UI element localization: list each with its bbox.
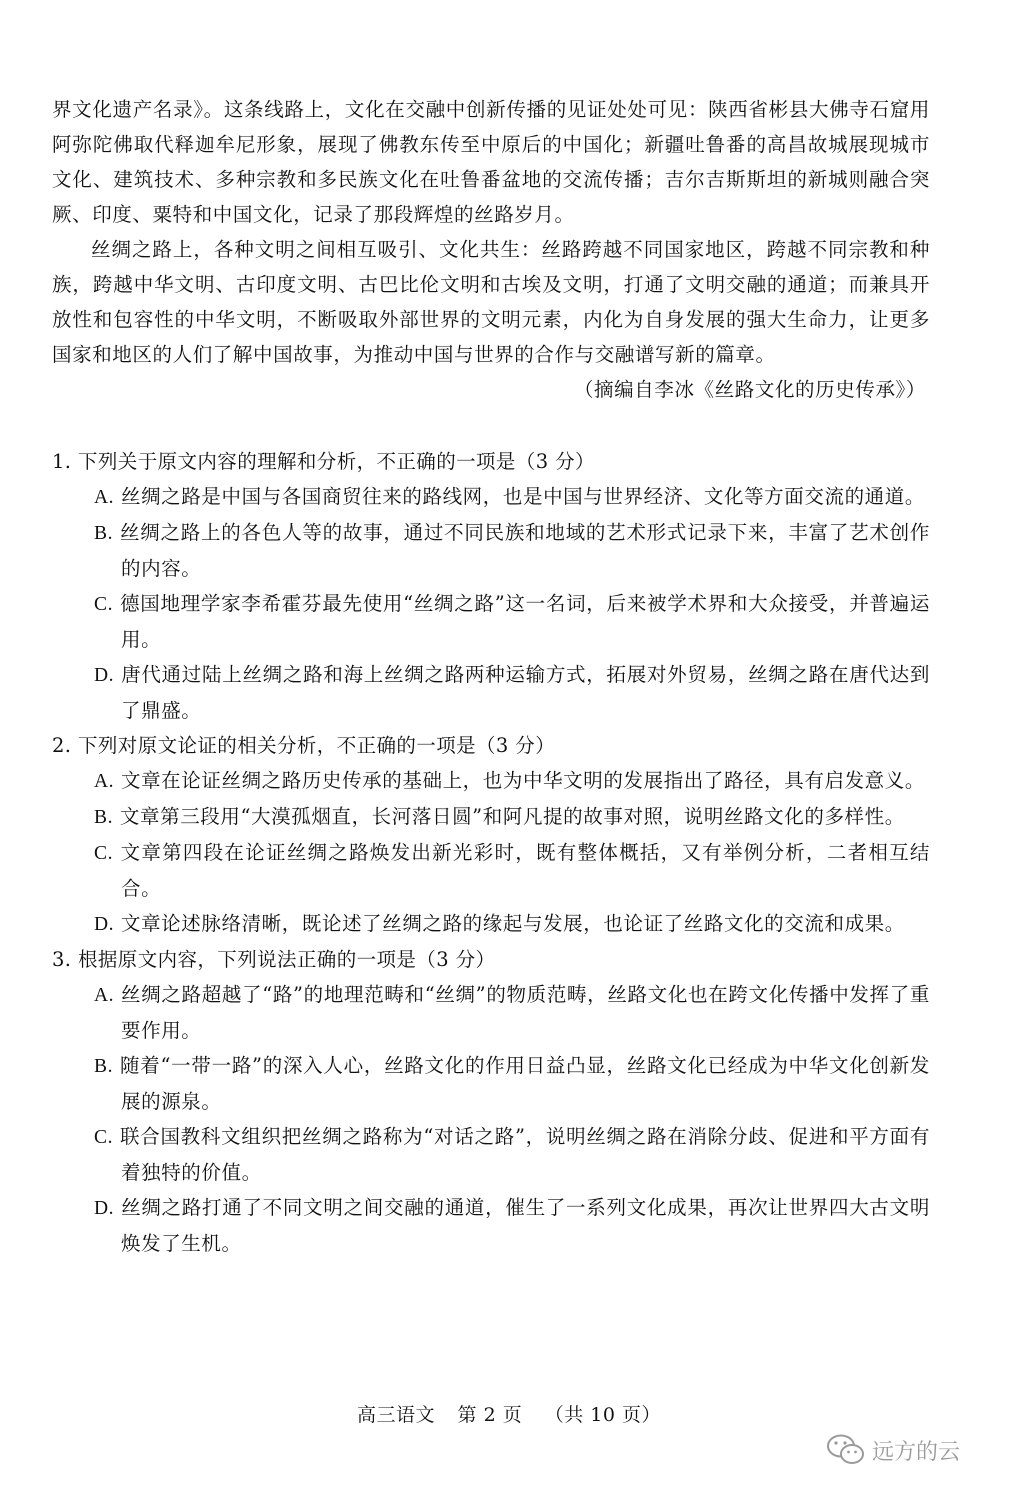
option-text: 丝绸之路上的各色人等的故事，通过不同民族和地域的艺术形式记录下来，丰富了艺术创作的内容。 [120, 521, 930, 580]
watermark [826, 1430, 960, 1470]
option-d [94, 906, 930, 942]
question-3 [52, 942, 930, 1261]
option-text: 联合国教科文组织把丝绸之路称为“对话之路”，说明丝绸之路在消除分歧、促进和平方面有着独特的价值。 [120, 1125, 930, 1184]
option-text: 唐代通过陆上丝绸之路和海上丝绸之路两种运输方式，拓展对外贸易，丝绸之路在唐代达到了鼎盛。 [121, 663, 930, 722]
option-letter: D. [94, 914, 115, 935]
option-letter: A. [94, 487, 115, 508]
passage-paragraph-2: 丝绸之路上，各种文明之间相互吸引、文化共生：丝路跨越不同国家地区，跨越不同宗教和种族，跨越中华文明、古印度文明、古巴比伦文明和古埃及文明，打通了文明交融的通道；而兼具开放性和包容性的中华文明，不断吸取外部世界的文明元素，内化为自身发展的强大生命力，让更多国家和地区的人们了解中国故事，为推动中国与世界的合作与交融谱写新的篇章。 [52, 238, 930, 366]
passage-paragraph-1: 界文化遗产名录》。这条线路上，文化在交融中创新传播的见证处处可见：陕西省彬县大佛寺石窟用阿弥陀佛取代释迦牟尼形象，展现了佛教东传至中原后的中国化；新疆吐鲁番的高昌故城展现城市文化、建筑技术、多种宗教和多民族文化在吐鲁番盆地的交流传播；吉尔吉斯斯坦的新城则融合突厥、印度、粟特和中国文化，记录了那段辉煌的丝路岁月。 [52, 98, 930, 226]
option-b [94, 1048, 930, 1119]
option-letter: B. [94, 523, 114, 544]
page-footer [0, 1400, 1018, 1430]
option-b [94, 799, 930, 835]
footer-page-total: （共 10 页） [544, 1404, 662, 1426]
option-letter: C. [94, 843, 114, 864]
option-text: 随着“一带一路”的深入人心，丝路文化的作用日益凸显，丝路文化已经成为中华文化创新发展的源泉。 [120, 1054, 930, 1113]
question-2 [52, 728, 930, 942]
option-letter: B. [94, 1056, 114, 1077]
option-text: 文章在论证丝绸之路历史传承的基础上，也为中华文明的发展指出了路径，具有启发意义。 [120, 769, 925, 792]
option-letter: C. [94, 1127, 114, 1148]
option-a [94, 977, 930, 1048]
option-letter: A. [94, 771, 115, 792]
question-list [52, 444, 930, 1261]
option-text: 丝绸之路打通了不同文明之间交融的通道，催生了一系列文化成果，再次让世界四大古文明焕发了生机。 [121, 1196, 930, 1255]
option-letter: D. [94, 1198, 115, 1219]
option-text: 丝绸之路是中国与各国商贸往来的路线网，也是中国与世界经济、文化等方面交流的通道。 [120, 485, 925, 508]
question-stem: 3. 根据原文内容，下列说法正确的一项是（3 分） [52, 948, 496, 971]
option-c [94, 835, 930, 906]
option-b [94, 515, 930, 586]
option-d [94, 657, 930, 728]
question-1 [52, 444, 930, 728]
option-letter: A. [94, 985, 115, 1006]
option-text: 丝绸之路超越了“路”的地理范畴和“丝绸”的物质范畴，丝路文化也在跨文化传播中发挥了重要作用。 [121, 983, 930, 1042]
option-d [94, 1190, 930, 1261]
option-text: 文章第四段在论证丝绸之路焕发出新光彩时，既有整体概括，又有举例分析，二者相互结合。 [120, 841, 930, 900]
passage-source: （摘编自李冰《丝路文化的历史传承》） [573, 378, 926, 401]
option-letter: D. [94, 665, 115, 686]
footer-page-number: 第 2 页 [457, 1404, 523, 1426]
option-text: 文章论述脉络清晰，既论述了丝绸之路的缘起与发展，也论证了丝路文化的交流和成果。 [120, 912, 905, 935]
option-text: 德国地理学家李希霍芬最先使用“丝绸之路”这一名词，后来被学术界和大众接受，并普遍运用。 [120, 592, 930, 651]
footer-subject: 高三语文 [356, 1404, 435, 1426]
option-a [94, 479, 930, 515]
option-letter: C. [94, 594, 114, 615]
option-c [94, 1119, 930, 1190]
option-letter: B. [94, 807, 114, 828]
option-a [94, 763, 930, 799]
question-stem: 1. 下列关于原文内容的理解和分析，不正确的一项是（3 分） [52, 450, 595, 473]
question-stem: 2. 下列对原文论证的相关分析，不正确的一项是（3 分） [52, 734, 556, 757]
wechat-icon [826, 1433, 866, 1467]
option-text: 文章第三段用“大漠孤烟直，长河落日圆”和阿凡提的故事对照，说明丝路文化的多样性。 [119, 805, 905, 828]
option-c [94, 586, 930, 657]
watermark-text: 远方的云 [872, 1439, 961, 1465]
